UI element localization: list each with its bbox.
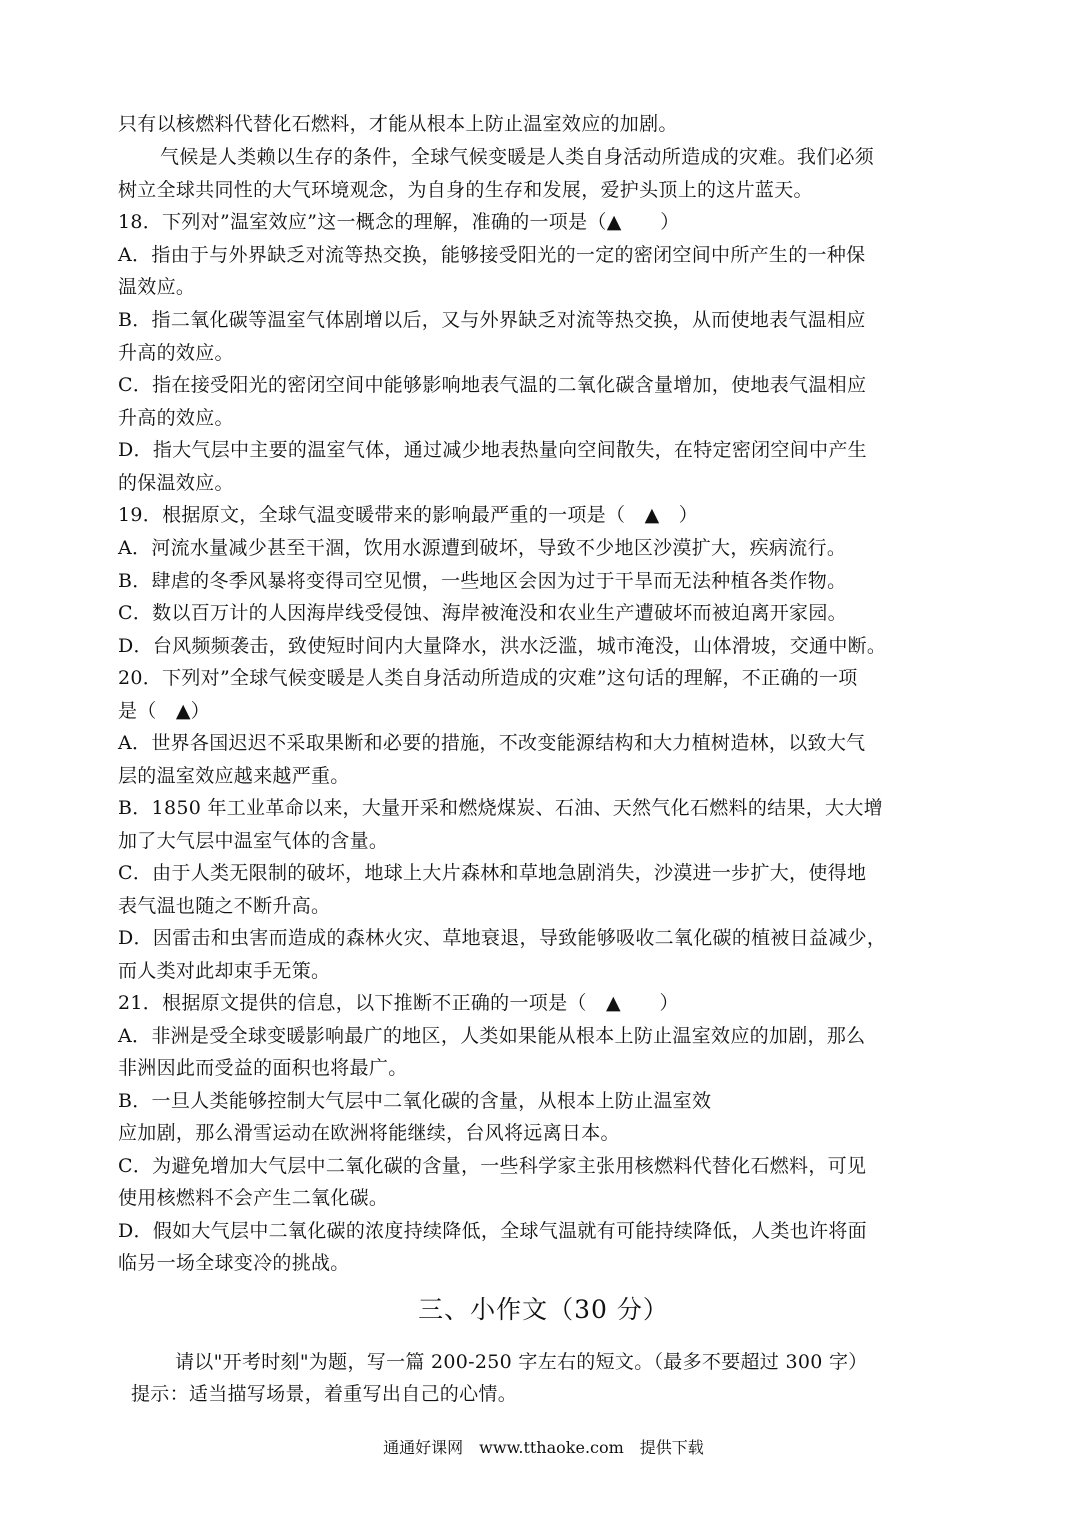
q19-option-d: D．台风频频袭击，致使短时间内大量降水，洪水泛滥，城市淹没，山体滑坡，交通中断。 — [118, 635, 887, 657]
question-18-stem: 18．下列对”温室效应”这一概念的理解，准确的一项是（▲ ） — [118, 211, 680, 233]
q21-option-b-cont: 应加剧，那么滑雪运动在欧洲将能继续，台风将远离日本。 — [118, 1122, 620, 1144]
q19-option-c: C．数以百万计的人因海岸线受侵蚀、海岸被淹没和农业生产遭破坏而被迫离开家园。 — [118, 602, 847, 624]
q18-option-b: B．指二氧化碳等温室气体剧增以后，又与外界缺乏对流等热交换，从而使地表气温相应 — [118, 309, 866, 331]
passage-line: 树立全球共同性的大气环境观念，为自身的生存和发展，爱护头顶上的这片蓝天。 — [118, 179, 813, 201]
q20-option-d: D．因雷击和虫害而造成的森林火灾、草地衰退，导致能够吸收二氧化碳的植被日益减少， — [118, 927, 887, 949]
q18-option-c: C．指在接受阳光的密闭空间中能够影响地表气温的二氧化碳含量增加，使地表气温相应 — [118, 374, 867, 396]
q20-option-a: A．世界各国迟迟不采取果断和必要的措施，不改变能源结构和大力植树造林，以致大气 — [118, 732, 866, 754]
question-20-stem: 20．下列对”全球气候变暖是人类自身活动所造成的灾难”这句话的理解，不正确的一项 — [118, 667, 858, 689]
question-21-stem: 21．根据原文提供的信息，以下推断不正确的一项是（ ▲ ） — [118, 992, 679, 1014]
q19-option-a: A．河流水量减少甚至干涸，饮用水源遭到破坏，导致不少地区沙漠扩大，疾病流行。 — [118, 537, 847, 559]
q21-option-a-cont: 非洲因此而受益的面积也将最广。 — [118, 1057, 408, 1079]
essay-prompt: 请以"开考时刻"为题，写一篇 200-250 字左右的短文。（最多不要超过 300 字） — [175, 1351, 868, 1373]
section-heading: 三、小作文（30 分） — [418, 1295, 669, 1324]
q18-option-a-cont: 温效应。 — [118, 276, 196, 298]
q18-option-c-cont: 升高的效应。 — [118, 407, 234, 429]
question-20-stem-cont: 是（ ▲） — [118, 700, 211, 722]
q21-option-a: A．非洲是受全球变暖影响最广的地区，人类如果能从根本上防止温室效应的加剧，那么 — [118, 1025, 866, 1047]
q21-option-b: B．一旦人类能够控制大气层中二氧化碳的含量，从根本上防止温室效 — [118, 1090, 712, 1112]
passage-line: 气候是人类赖以生存的条件，全球气候变暖是人类自身活动所造成的灾难。我们必须 — [160, 146, 875, 168]
page-footer: 通通好课网 www.tthaoke.com 提供下载 — [383, 1438, 704, 1457]
q21-option-d-cont: 临另一场全球变冷的挑战。 — [118, 1252, 350, 1274]
q20-option-c-cont: 表气温也随之不断升高。 — [118, 895, 331, 917]
q21-option-c-cont: 使用核燃料不会产生二氧化碳。 — [118, 1187, 389, 1209]
q20-option-b-cont: 加了大气层中温室气体的含量。 — [118, 830, 389, 852]
q20-option-a-cont: 层的温室效应越来越严重。 — [118, 765, 350, 787]
q19-option-b: B．肆虐的冬季风暴将变得司空见惯，一些地区会因为过于干旱而无法种植各类作物。 — [118, 570, 847, 592]
q18-option-b-cont: 升高的效应。 — [118, 342, 234, 364]
q20-option-c: C．由于人类无限制的破坏，地球上大片森林和草地急剧消失，沙漠进一步扩大，使得地 — [118, 862, 867, 884]
q21-option-c: C．为避免增加大气层中二氧化碳的含量，一些科学家主张用核燃料代替化石燃料，可见 — [118, 1155, 867, 1177]
q18-option-d-cont: 的保温效应。 — [118, 472, 234, 494]
q21-option-d: D．假如大气层中二氧化碳的浓度持续降低，全球气温就有可能持续降低，人类也许将面 — [118, 1220, 867, 1242]
essay-hint: 提示：适当描写场景，着重写出自己的心情。 — [131, 1383, 518, 1405]
q18-option-d: D．指大气层中主要的温室气体，通过减少地表热量向空间散失，在特定密闭空间中产生 — [118, 439, 867, 461]
q20-option-b: B．1850 年工业革命以来，大量开采和燃烧煤炭、石油、天然气化石燃料的结果，大大增 — [118, 797, 883, 819]
question-19-stem: 19．根据原文，全球气温变暖带来的影响最严重的一项是（ ▲ ） — [118, 504, 699, 526]
q18-option-a: A．指由于与外界缺乏对流等热交换，能够接受阳光的一定的密闭空间中所产生的一种保 — [118, 244, 866, 266]
q20-option-d-cont: 而人类对此却束手无策。 — [118, 960, 331, 982]
passage-line: 只有以核燃料代替化石燃料，才能从根本上防止温室效应的加剧。 — [118, 113, 678, 135]
